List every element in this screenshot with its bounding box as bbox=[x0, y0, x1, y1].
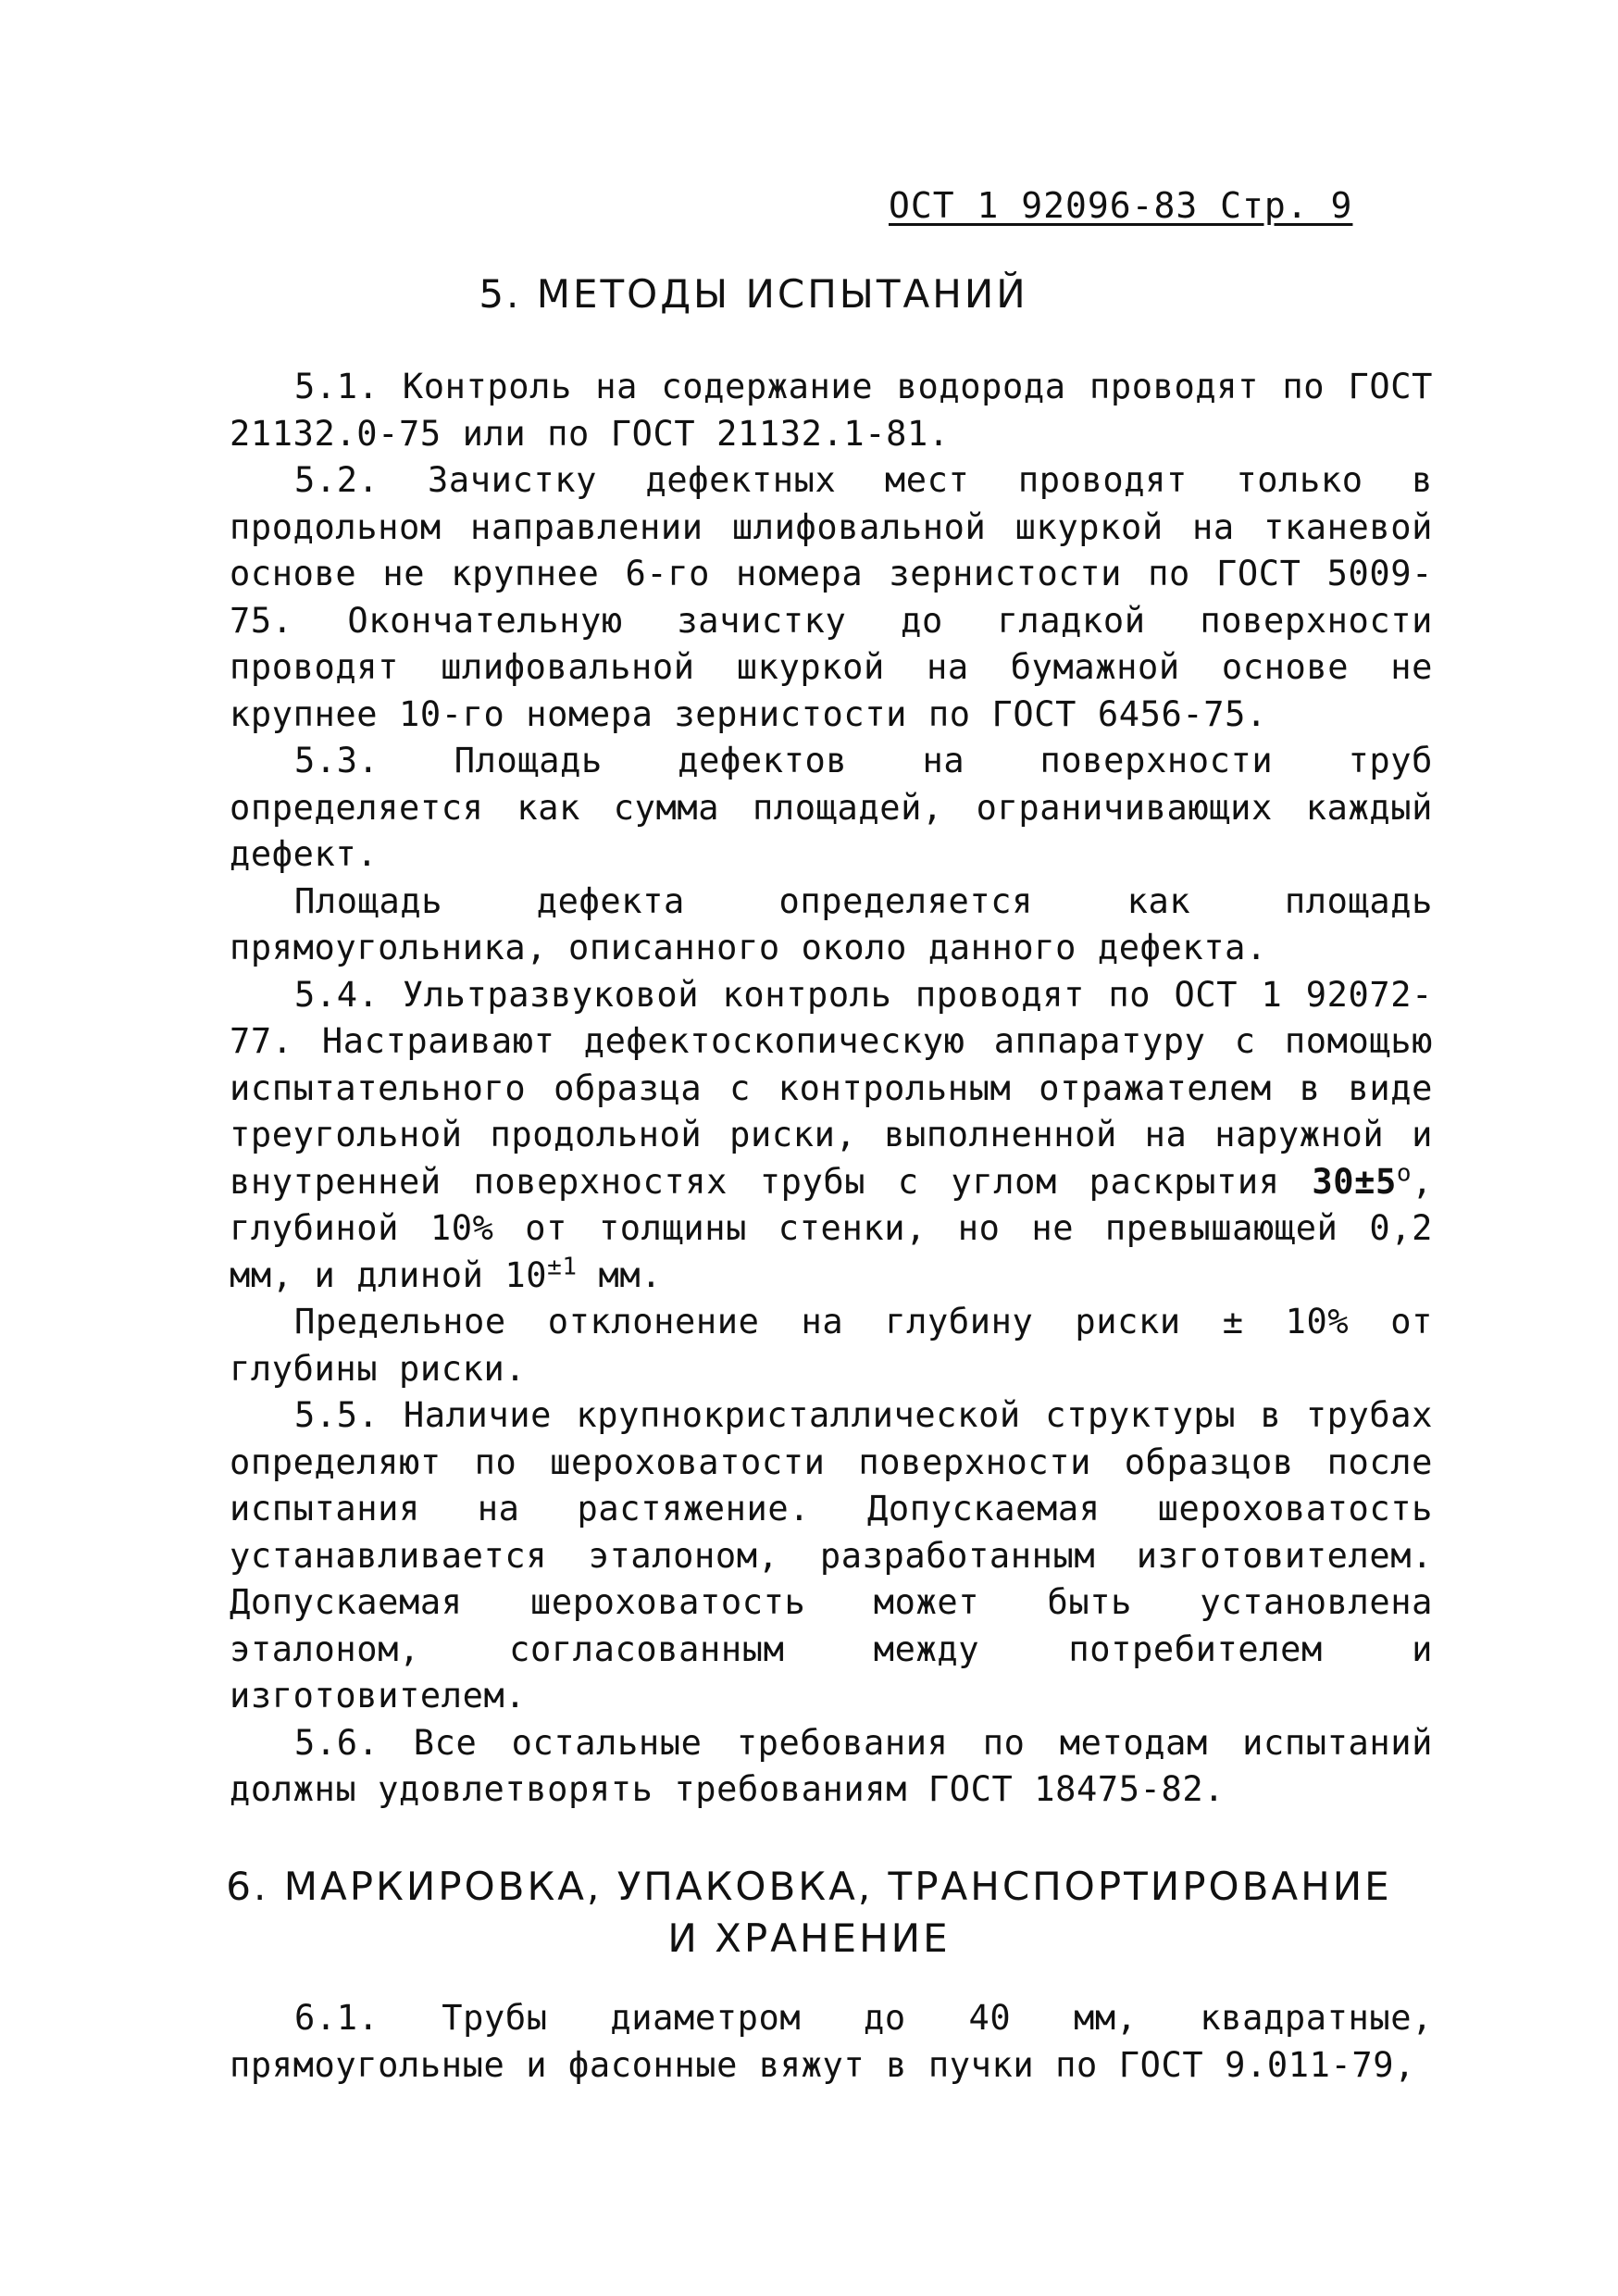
paragraph-5-4 bbox=[230, 972, 1433, 1300]
section-6-body bbox=[230, 1995, 1433, 2089]
paragraph-5-2: 5.2. Зачистку дефектных мест проводят только в продольном направлении шлифовальной шкуркой на тканевой основе не крупнее 6-го номера зернистости по ГОСТ 5009-75. Окончательную зачистку до гладкой поверхности проводят шлифовальной шкуркой на бумажной основе не крупнее 10-го номера зернистости по ГОСТ 6456-75. bbox=[230, 460, 1433, 734]
paragraph-5-4-text-3: мм. bbox=[577, 1254, 663, 1295]
length-tolerance: ±1 bbox=[547, 1253, 578, 1281]
document-header: ОСТ 1 92096-83 Стр. 9 bbox=[889, 185, 1353, 226]
paragraph-5-4-text-2: , глубиной 10% от толщины стенки, но не превышающей 0,2 мм, и длиной 10 bbox=[230, 1161, 1433, 1295]
opening-angle-value: 30±5 bbox=[1312, 1161, 1397, 1202]
paragraph-5-4-continuation: Предельное отклонение на глубину риски ± 10% от глубины риски. bbox=[230, 1302, 1433, 1389]
section-6-title-line-2: И ХРАНЕНИЕ bbox=[667, 1915, 951, 1961]
section-5-body bbox=[230, 364, 1433, 1814]
degree-sign: о bbox=[1396, 1159, 1413, 1188]
paragraph-5-3: 5.3. Площадь дефектов на поверхности труб определяется как сумма площадей, ограничивающих каждый дефект. bbox=[230, 741, 1433, 874]
paragraph-5-4-text-1: 5.4. Ультразвуковой контроль проводят по ОСТ 1 92072-77. Настраивают дефектоскопическую аппаратуру с помощью испытательного образца с контрольным отражателем в виде треугольной продольной риски, выполненной на наружной и внутренней поверхностях трубы с углом раскрытия bbox=[230, 974, 1433, 1202]
section-6-title-line-1: 6. МАРКИРОВКА, УПАКОВКА, ТРАНСПОРТИРОВАНИЕ bbox=[226, 1864, 1392, 1909]
paragraph-6-1: 6.1. Трубы диаметром до 40 мм, квадратные, прямоугольные и фасонные вяжут в пучки по ГОСТ 9.011-79, bbox=[230, 1998, 1433, 2085]
paragraph-5-6: 5.6. Все остальные требования по методам испытаний должны удовлетворять требованиям ГОСТ 18475-82. bbox=[230, 1722, 1433, 1809]
section-6-title bbox=[0, 1861, 1618, 1965]
paragraph-5-1: 5.1. Контроль на содержание водорода проводят по ГОСТ 21132.0-75 или по ГОСТ 21132.1-81. bbox=[230, 367, 1433, 454]
section-5-title: 5. МЕТОДЫ ИСПЫТАНИЙ bbox=[479, 271, 1028, 317]
paragraph-5-3-continuation: Площадь дефекта определяется как площадь прямоугольника, описанного около данного дефекта. bbox=[230, 880, 1433, 967]
paragraph-5-5: 5.5. Наличие крупнокристаллической структуры в трубах определяют по шероховатости поверхности образцов после испытания на растяжение. Допускаемая шероховатость устанавливается эталоном, разработанным изготовителем. Допускаемая шероховатость может быть установлена эталоном, согласованным между потребителем и изготовителем. bbox=[230, 1395, 1433, 1716]
